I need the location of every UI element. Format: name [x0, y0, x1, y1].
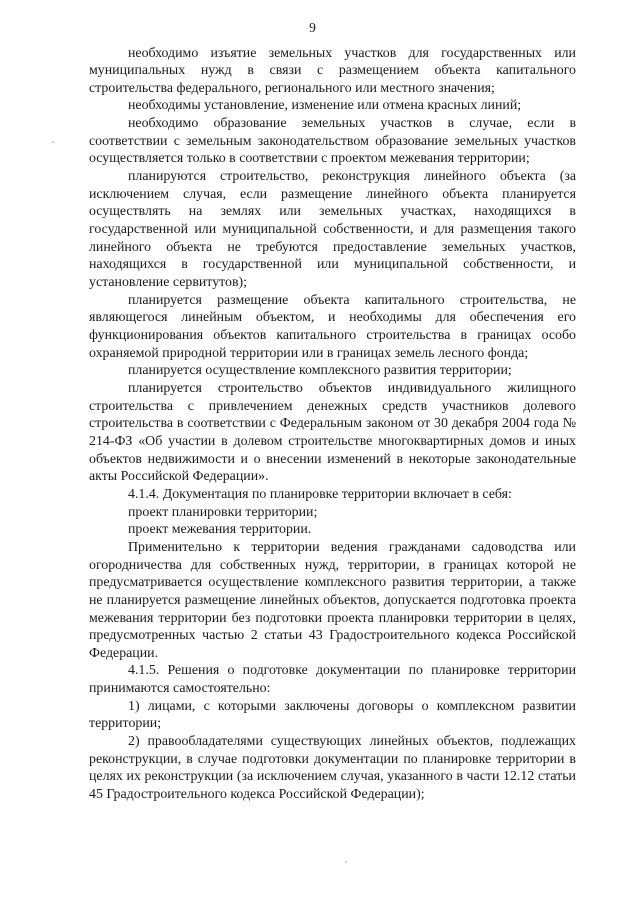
paragraph: проект планировки территории;: [128, 504, 318, 520]
paragraph: проект межевания территории.: [128, 522, 312, 538]
paragraph: планируется строительство объектов индивидуального жилищного строительства с привлечением денежных средств участников долевого строительства в соответствии с Федеральным законом от 30 декабря 2004 года № 214-ФЗ «Об участии в долевом строительстве многоквартирных домов и иных объектов недвижимости и о внесении изменений в некоторые законодательные акты Российской Федерации».: [89, 380, 576, 485]
paragraph: планируется осуществление комплексного развития территории;: [128, 363, 512, 379]
scan-speck: [52, 141, 54, 143]
paragraph: планируются строительство, реконструкция линейного объекта (за исключением случая, если размещение линейного объекта планируется осуществлять на землях или земельных участках, находящихся в государственной или муниципальной собственности, и для размещения такого линейного объекта не требуются предоставление земельных участков, находящихся в государственной или муниципальной собственности, и установление сервитутов);: [89, 169, 576, 291]
paragraph: Применительно к территории ведения гражданами садоводства или огородничества для собственных нужд, территории, в границах которой не предусматривается осуществление комплексного развития территории, а также не планируется размещение линейных объектов, допускается подготовка проекта межевания территории без подготовки проекта планировки территории в целях, предусмотренных частью 2 статьи 43 Градостроительного кодекса Российской Федерации.: [89, 539, 576, 661]
page-number: 9: [309, 20, 316, 35]
paragraph: необходимы установление, изменение или отмена красных линий;: [128, 98, 522, 114]
section-heading: 4.1.5. Решения о подготовке документации по планировке территории принимаются самостоятельно:: [89, 663, 576, 697]
list-item: 2) правообладателями существующих линейных объектов, подлежащих реконструкции, в случае подготовки документации по планировке территории в целях их реконструкции (за исключением случая, указанного в части 12.12 статьи 45 Градостроительного кодекса Российской Федерации);: [89, 734, 576, 803]
paragraph: необходимо изъятие земельных участков для государственных или муниципальных нужд в связи с размещением объекта капитального строительства федерального, регионального или местного значения;: [89, 45, 576, 96]
paragraph: необходимо образование земельных участков в случае, если в соответствии с земельным законодательством образование земельных участков осуществляется только в соответствии с проектом межевания территории;: [89, 116, 576, 167]
section-heading: 4.1.4. Документация по планировке территории включает в себя:: [128, 486, 512, 502]
scan-speck: [345, 861, 347, 863]
document-body: [89, 45, 576, 804]
paragraph: планируется размещение объекта капитального строительства, не являющегося линейным объектом, и необходимы для обеспечения его функционирования объектов капитального строительства в границах особо охраняемой природной территории или в границах земель лесного фонда;: [89, 292, 576, 361]
list-item: 1) лицами, с которыми заключены договоры о комплексном развитии территории;: [89, 698, 576, 732]
